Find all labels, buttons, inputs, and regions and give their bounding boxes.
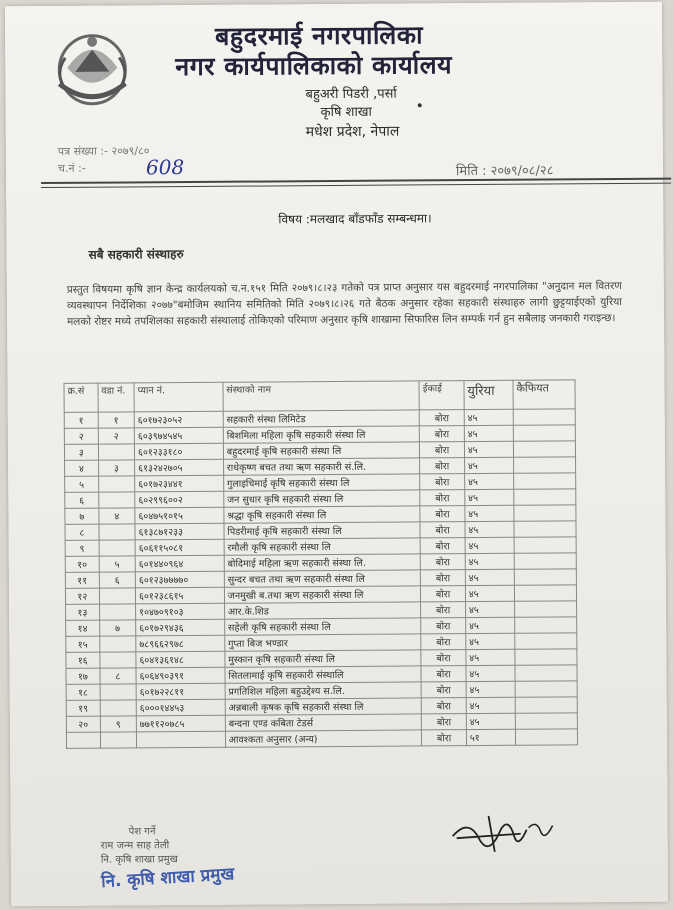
- cell-urea: ४५: [464, 409, 513, 425]
- cell-org-name: जन सुधार कृषि सहकारी संस्था लि: [224, 490, 421, 507]
- dispatch-number-label: च.नं :-: [57, 161, 86, 175]
- cell-serial: १८: [66, 684, 100, 700]
- cell-serial: ११: [65, 572, 99, 588]
- cell-serial: १७: [66, 668, 100, 684]
- cell-remarks: [514, 585, 576, 601]
- cell-ward: [99, 540, 135, 556]
- cell-remarks: [514, 601, 576, 617]
- cell-serial: ७: [65, 508, 99, 524]
- address-line-3: मधेश प्रदेश, नेपाल: [305, 123, 400, 141]
- cell-ward: [99, 604, 135, 620]
- cell-unit: बोरा: [421, 570, 466, 586]
- cell-pan: ६०२९९६००२: [135, 491, 224, 508]
- cell-org-name: राधेकृष्ण बचत तथा ऋण सहकारी सं.लि.: [223, 458, 420, 475]
- header-ward: वडा नं.: [98, 383, 135, 412]
- cell-unit: बोरा: [420, 474, 465, 490]
- office-name: नगर कार्यपालिकाको कार्यालय: [175, 50, 453, 82]
- cell-org-name: प्रगतिशिल महिला बहुउद्देश्य स.लि.: [225, 682, 422, 699]
- officer-stamp: नि. कृषि शाखा प्रमुख: [100, 864, 235, 893]
- header-pan: प्यान नं.: [134, 382, 223, 412]
- cell-urea: ४५: [464, 425, 513, 441]
- cell-org-name: पिडरीमाई कृषि सहकारी संस्था लि: [224, 522, 421, 539]
- cell-urea: ४५: [464, 457, 513, 473]
- cell-unit: बोरा: [421, 650, 466, 666]
- cell-unit: बोरा: [419, 410, 464, 426]
- cell-ward: ६: [99, 572, 135, 588]
- cell-pan: ६०१७२३०५२: [134, 411, 223, 428]
- cell-ward: ३: [98, 460, 134, 476]
- cell-pan: ६०३९७४५४५: [134, 427, 223, 444]
- cell-pan: ६०००१४४५३: [136, 699, 225, 716]
- cell-org-name: बन्दना एण्ड कबिता टेडर्स: [225, 714, 422, 731]
- cell-org-name: आवश्कता अनुसार (अन्य): [225, 730, 422, 747]
- cell-org-name: सहेली कृषि सहकारी संस्था लि: [224, 618, 421, 635]
- cell-unit: बोरा: [420, 442, 465, 458]
- cell-serial: [66, 732, 100, 748]
- header-serial: क्र.सं: [64, 383, 98, 412]
- nepal-emblem-icon: [53, 27, 132, 108]
- cell-remarks: [513, 441, 575, 457]
- cell-pan: ६१३२४२७०५: [135, 459, 224, 476]
- cell-ward: ८: [100, 668, 136, 684]
- cell-serial: १६: [66, 652, 100, 668]
- cell-ward: ७: [99, 620, 135, 636]
- cell-pan: ७८९६६२९७८: [136, 635, 225, 652]
- header-unit: ईकाई: [419, 381, 464, 410]
- cell-pan: ६०१७२३४४१: [135, 475, 224, 492]
- cell-org-name: बहुदरमाई कृषि सहकारी संस्था लि: [223, 442, 420, 459]
- cell-serial: २०: [66, 716, 100, 732]
- cell-urea: ४५: [465, 489, 514, 505]
- cell-ward: २: [98, 428, 134, 444]
- officer-name: राम जन्म साह तेली: [100, 840, 170, 852]
- cell-serial: १५: [66, 636, 100, 652]
- cell-serial: १: [64, 412, 98, 428]
- cell-serial: १२: [65, 588, 99, 604]
- cell-ward: [100, 684, 136, 700]
- cell-serial: ४: [65, 460, 99, 476]
- dispatch-number-handwritten: 608: [145, 155, 185, 180]
- cell-urea: ५१: [466, 729, 515, 745]
- cell-serial: १९: [66, 700, 100, 716]
- cell-remarks: [515, 649, 577, 665]
- header-remarks: कैफियत: [513, 380, 575, 409]
- cell-urea: ४५: [464, 473, 513, 489]
- letter-number: पत्र संख्या :- २०७९/८०: [57, 144, 150, 158]
- cell-unit: बोरा: [421, 666, 466, 682]
- cell-org-name: आर.के.शिड: [224, 602, 421, 619]
- cell-org-name: जनमुखी ब.तथा ऋण सहकारी संस्था लि: [224, 586, 421, 603]
- cell-remarks: [513, 425, 575, 441]
- cell-ward: [99, 524, 135, 540]
- cell-serial: १०: [65, 556, 99, 572]
- cell-unit: बोरा: [420, 506, 465, 522]
- cell-unit: बोरा: [420, 522, 465, 538]
- cell-urea: ४५: [465, 553, 514, 569]
- letter-subject: विषय :मलखाद बाँडफाँड सम्बन्धमा।: [278, 211, 432, 227]
- cell-remarks: [514, 489, 576, 505]
- cell-pan: [136, 731, 225, 748]
- cell-pan: ६०१४४०९६४: [135, 555, 224, 572]
- cell-remarks: [514, 473, 576, 489]
- municipality-name: बहुदरमाई नगरपालिका: [214, 20, 424, 51]
- cell-pan: ६१३८७१२३३: [135, 523, 224, 540]
- cell-ward: [99, 636, 135, 652]
- cell-urea: ४५: [466, 649, 515, 665]
- cell-unit: बोरा: [422, 714, 467, 730]
- cell-ward: [98, 444, 134, 460]
- cell-ward: ४: [99, 508, 135, 524]
- cell-urea: ४५: [466, 697, 515, 713]
- cell-remarks: [514, 505, 576, 521]
- header-urea: युरिया: [464, 380, 513, 409]
- cell-org-name: सितलामाई कृषि सहकारी संस्थालि: [225, 666, 422, 683]
- cell-serial: ८: [65, 524, 99, 540]
- cell-remarks: [515, 697, 577, 713]
- cell-ward: [98, 492, 134, 508]
- cell-urea: ४५: [466, 713, 515, 729]
- cell-org-name: बोदिमाई महिला ऋण सहकारी संस्था लि.: [224, 554, 421, 571]
- cell-unit: बोरा: [421, 682, 466, 698]
- cell-serial: ५: [65, 476, 99, 492]
- cell-urea: ४५: [465, 585, 514, 601]
- cell-unit: बोरा: [422, 730, 467, 746]
- cell-remarks: [513, 457, 575, 473]
- letter-sheet: [5, 2, 668, 907]
- ink-mark: •: [415, 98, 424, 115]
- cell-remarks: [514, 521, 576, 537]
- cell-serial: १४: [66, 620, 100, 636]
- cell-ward: ५: [99, 556, 135, 572]
- cell-serial: ९: [65, 540, 99, 556]
- cell-org-name: गुप्ता बिज भण्डार: [225, 634, 422, 651]
- cell-org-name: मुस्कान कृषि सहकारी संस्था लि: [225, 650, 422, 667]
- cell-org-name: सहकारी संस्था लिमिटेड: [223, 410, 420, 427]
- cell-serial: ६: [65, 492, 99, 508]
- cell-unit: बोरा: [421, 602, 466, 618]
- cell-pan: ६०४१३६१४८: [136, 651, 225, 668]
- cell-ward: [98, 476, 134, 492]
- cell-unit: बोरा: [421, 586, 466, 602]
- cell-pan: ६०१२३८६१५: [135, 587, 224, 604]
- cell-urea: ४५: [464, 441, 513, 457]
- cell-pan: ६०१७२२८११: [136, 683, 225, 700]
- cell-remarks: [515, 729, 577, 745]
- cell-urea: ४५: [465, 601, 514, 617]
- cell-unit: बोरा: [420, 554, 465, 570]
- letter-salutation: सबै सहकारी संस्थाहरु: [88, 247, 184, 262]
- cell-unit: बोरा: [421, 634, 466, 650]
- cell-remarks: [515, 713, 577, 729]
- cell-ward: ९: [100, 716, 136, 732]
- cell-pan: ६०६४९०३९१: [136, 667, 225, 684]
- cell-org-name: सुन्दर बचत तथा ऋण सहकारी संस्था लि: [224, 570, 421, 587]
- cell-org-name: गुलाइचिमाई कृषि सहकारी संस्था लि: [223, 474, 420, 491]
- cell-remarks: [514, 537, 576, 553]
- cell-remarks: [514, 553, 576, 569]
- cell-urea: ४५: [465, 537, 514, 553]
- table-row: [66, 729, 577, 749]
- cell-pan: ६०१२३३१८०: [134, 443, 223, 460]
- cell-pan: ६०१७२९४३६: [136, 619, 225, 636]
- cell-urea: ४५: [465, 617, 514, 633]
- letter-body: प्रस्तुत विषयमा कृषि ज्ञान केन्द्र कार्यलयको च.न.१५१ मिति २०७९।८।२३ गतेको पत्र प्राप्त अनुसार यस बहुदरमाई नगरपालिका "अनुदान मल वितरण व्यवस्थापन निर्देशिका २०७७"बमोजिम स्थानिय समितिको मिति २०७९।८।२६ गते बैठक अनुसार रहेका सहकारी संस्थाहरु लागी छुट्टयाईएको युरिया मलको रोष्टर मध्ये तपशिलका सहकारी संस्थालाई तोकिएको परिमाण अनुसार कृषि शाखामा सिफारिस लिन सम्पर्क गर्न हुन सबैलाइ जनकारी गराइन्छ।: [66, 280, 622, 328]
- cell-ward: [99, 588, 135, 604]
- cell-serial: ३: [64, 444, 98, 460]
- cell-urea: ४५: [465, 505, 514, 521]
- cell-ward: [100, 732, 136, 748]
- cell-remarks: [515, 681, 577, 697]
- cell-unit: बोरा: [420, 426, 465, 442]
- cell-org-name: बिशमिला महिला कृषि सहकारी संस्था लि: [223, 426, 420, 443]
- cell-remarks: [515, 665, 577, 681]
- header-divider-thin: [41, 183, 671, 188]
- cell-remarks: [514, 569, 576, 585]
- cell-unit: बोरा: [420, 458, 465, 474]
- cell-pan: ६०६११५०८१: [135, 539, 224, 556]
- cell-urea: ४५: [465, 569, 514, 585]
- presented-by: पेश गर्ने: [128, 826, 156, 838]
- cell-ward: १: [98, 412, 134, 428]
- cell-serial: २: [64, 428, 98, 444]
- cell-unit: बोरा: [421, 618, 466, 634]
- cell-serial: १३: [66, 604, 100, 620]
- cell-ward: [100, 700, 136, 716]
- signature-image: [448, 807, 558, 858]
- cell-ward: [100, 652, 136, 668]
- cell-remarks: [513, 409, 575, 425]
- cell-urea: ४५: [465, 521, 514, 537]
- address-line-2: कृषि शाखा: [320, 104, 372, 121]
- cell-org-name: रमौली कृषि सहकारी संस्था लि: [224, 538, 421, 555]
- header-org-name: संस्थाको नाम: [223, 381, 420, 411]
- officer-designation: नि. कृषि शाखा प्रमुख: [100, 854, 178, 866]
- cell-urea: ४५: [466, 665, 515, 681]
- cell-org-name: श्रद्धा कृषि सहकारी संस्था लि: [224, 506, 421, 523]
- cell-remarks: [515, 617, 577, 633]
- table-header-row: [64, 380, 575, 413]
- address-line-1: बहुअरी पिडरी ,पर्सा: [305, 86, 397, 103]
- cell-pan: १०४७०९१०३: [136, 603, 225, 620]
- cell-org-name: अन्नबाली कृषक कृषि सहकारी संस्था लि: [225, 698, 422, 715]
- allocation-table: [63, 379, 578, 749]
- cell-pan: ७७११२०७८५: [136, 715, 225, 732]
- cell-unit: बोरा: [421, 698, 466, 714]
- cell-unit: बोरा: [420, 538, 465, 554]
- cell-pan: ६०१२३७७७७०: [135, 571, 224, 588]
- cell-urea: ४५: [466, 681, 515, 697]
- cell-remarks: [515, 633, 577, 649]
- cell-unit: बोरा: [420, 490, 465, 506]
- cell-urea: ४५: [466, 633, 515, 649]
- letter-date: मिति : २०७९/०८/२८: [455, 163, 554, 180]
- cell-pan: ६०४७५१०१५: [135, 507, 224, 524]
